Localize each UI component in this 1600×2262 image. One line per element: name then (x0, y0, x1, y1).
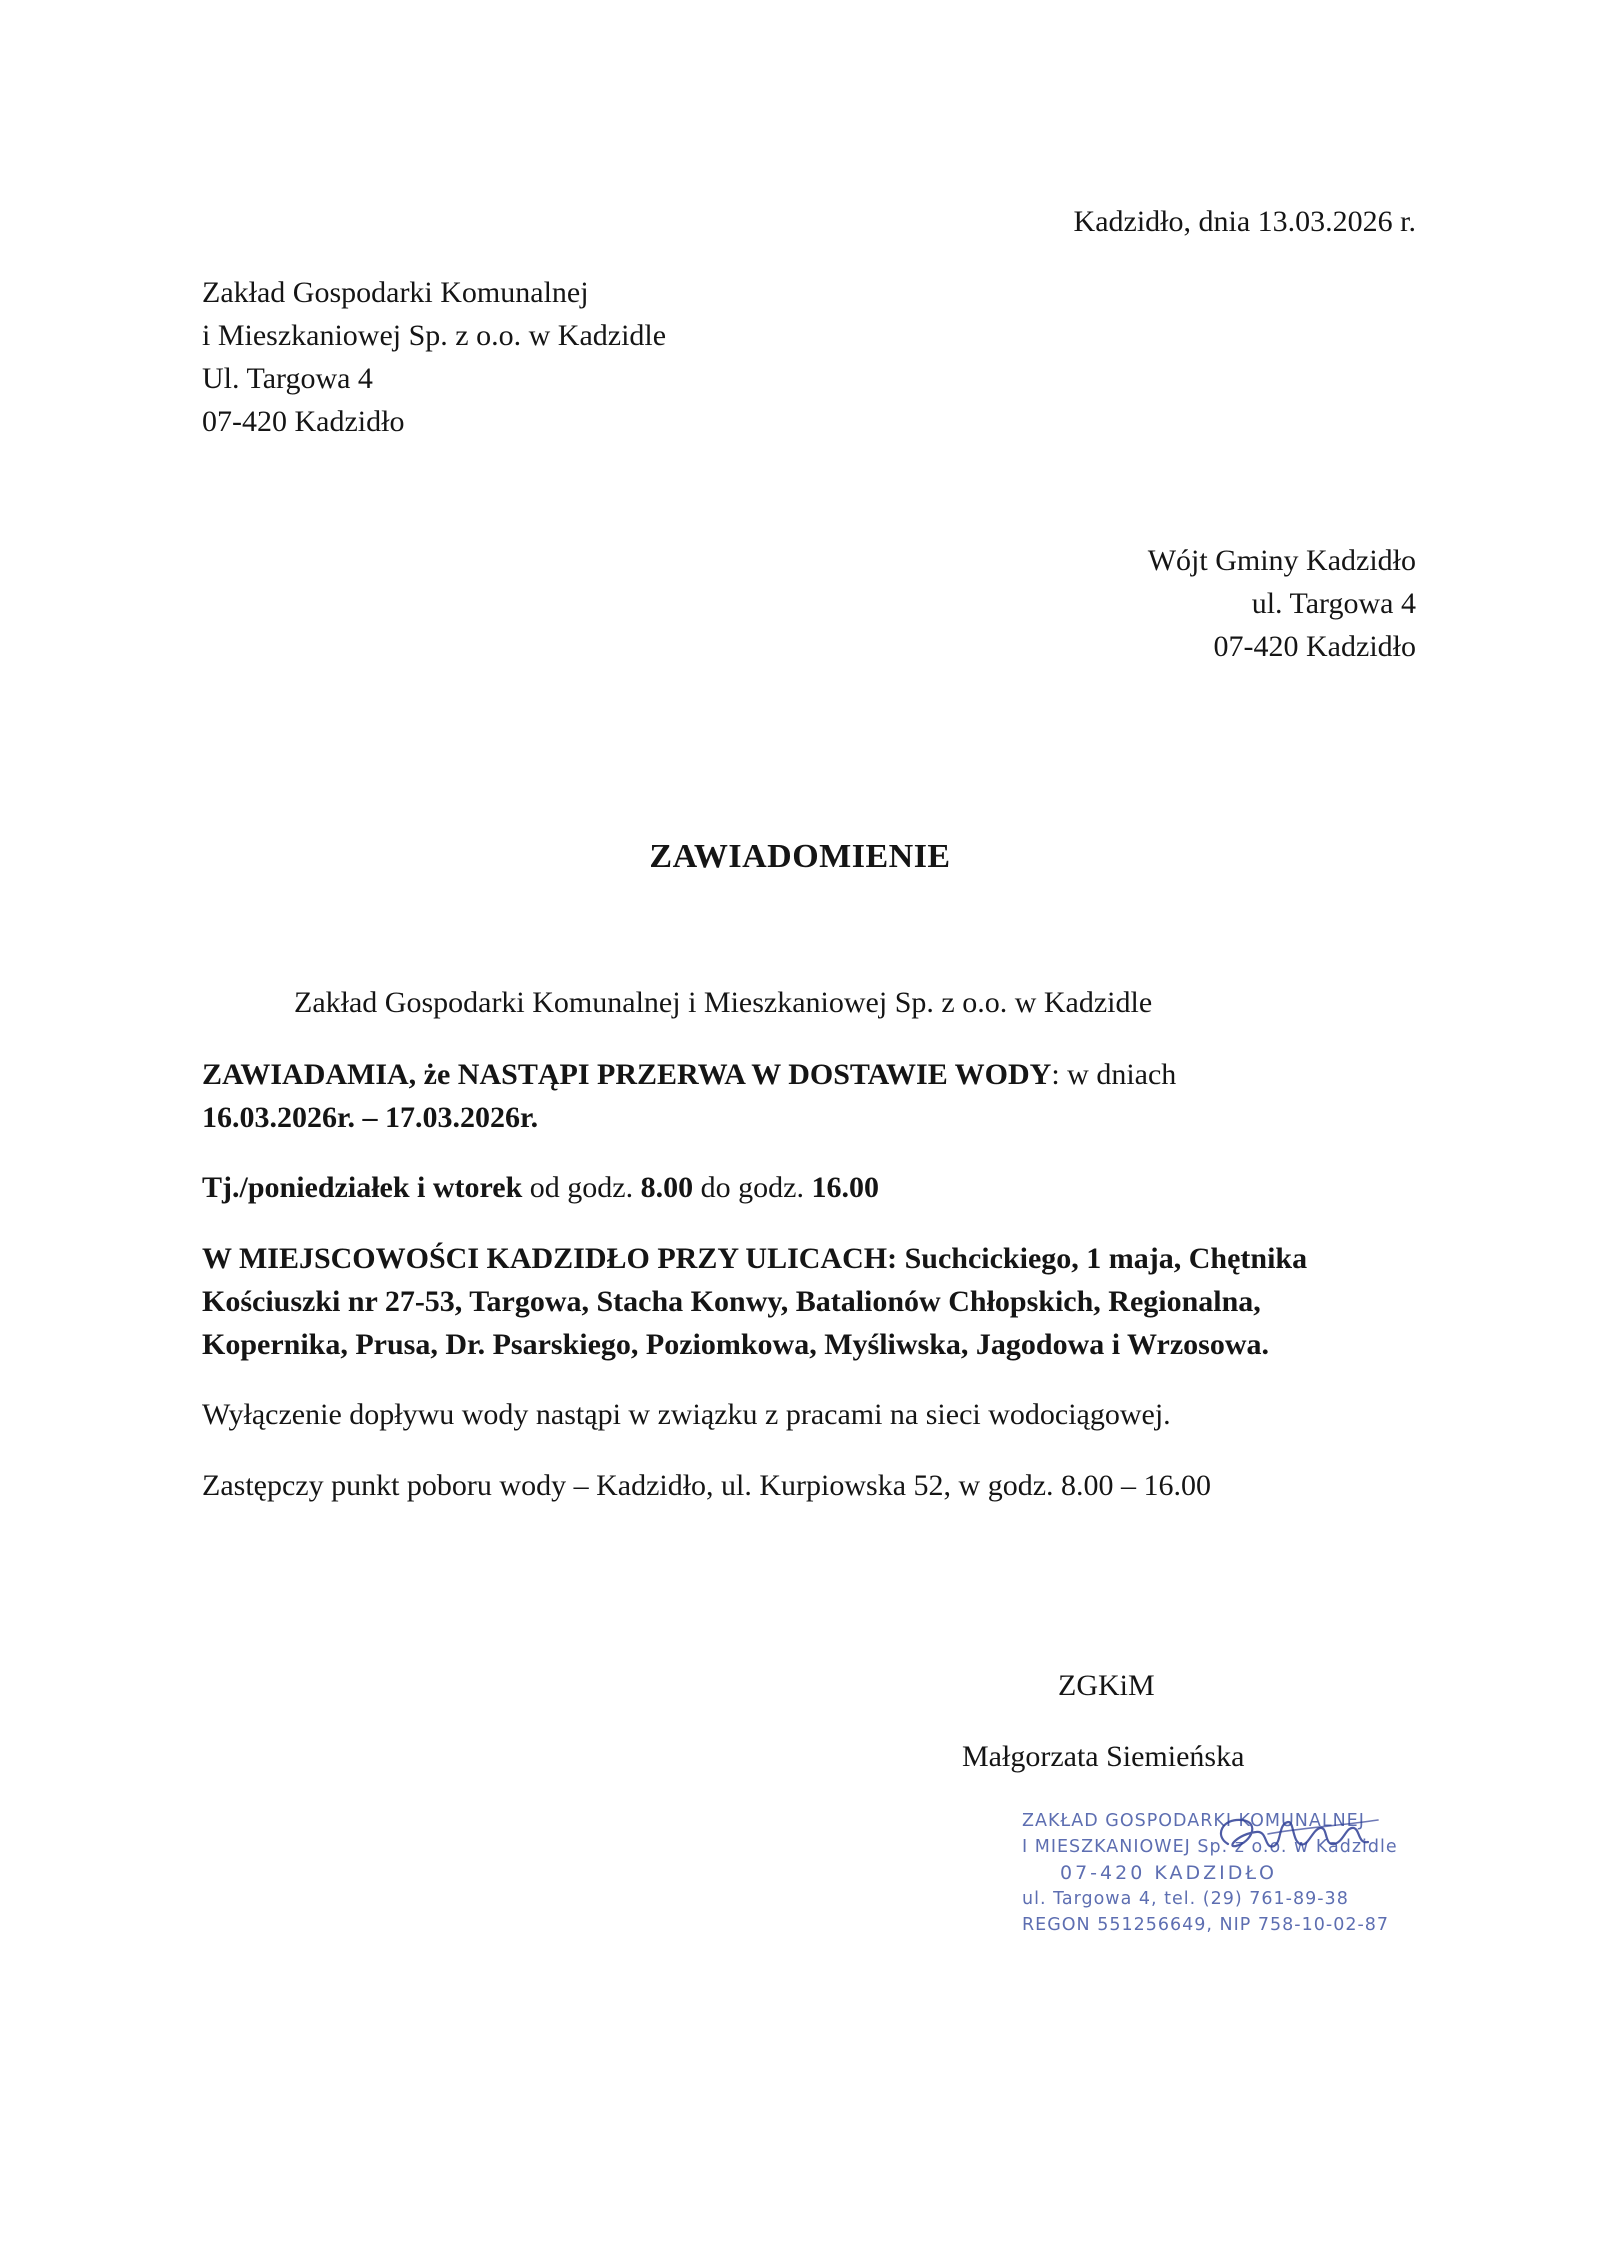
recipient-city: 07-420 Kadzidło (1213, 630, 1416, 663)
stamp-line1: ZAKŁAD GOSPODARKI KOMUNALNEJ (1022, 1811, 1365, 1831)
recipient-name: Wójt Gminy Kadzidło (1147, 544, 1416, 577)
streets-line2: Kościuszki nr 27-53, Targowa, Stacha Konwy, Batalionów Chłopskich, Regionalna, (202, 1285, 1261, 1318)
stamp-line3: 07-420 KADZIDŁO (1060, 1862, 1277, 1884)
streets-line3: Kopernika, Prusa, Dr. Psarskiego, Poziomkowa, Myśliwska, Jagodowa i Wrzosowa. (202, 1328, 1269, 1361)
streets-header: W MIEJSCOWOŚCI KADZIDŁO PRZY ULICACH: (202, 1242, 898, 1275)
sender-name-line1: Zakład Gospodarki Komunalnej (202, 276, 589, 309)
schedule-line (202, 1166, 879, 1209)
intro-line: Zakład Gospodarki Komunalnej i Mieszkaniowej Sp. z o.o. w Kadzidle (294, 986, 1153, 1019)
schedule-from-word: od godz. (529, 1171, 634, 1204)
notice-line (202, 1053, 1176, 1096)
sender-city: 07-420 Kadzidło (202, 405, 405, 438)
notice-rest: : w dniach (1051, 1058, 1177, 1091)
stamp-line2: I MIESZKANIOWEJ Sp. z o.o. w Kadzidle (1022, 1837, 1398, 1857)
notice-dates: 16.03.2026r. – 17.03.2026r. (202, 1101, 539, 1134)
alternative-line: Zastępczy punkt poboru wody – Kadzidło, ul. Kurpiowska 52, w godz. 8.00 – 16.00 (202, 1469, 1212, 1502)
sender-name-line2: i Mieszkaniowej Sp. z o.o. w Kadzidle (202, 319, 667, 352)
streets-first: Suchcickiego, 1 maja, Chętnika (904, 1242, 1308, 1275)
date-line: Kadzidło, dnia 13.03.2026 r. (1073, 205, 1416, 238)
stamp-line5: REGON 551256649, NIP 758-10-02-87 (1022, 1915, 1390, 1935)
handwritten-signature (1208, 1806, 1388, 1866)
notice-bold: ZAWIADAMIA, że NASTĄPI PRZERWA W DOSTAWIE WODY (202, 1058, 1052, 1091)
schedule-to-word: do godz. (700, 1171, 804, 1204)
schedule-days: Tj./poniedziałek i wtorek (202, 1171, 523, 1204)
signoff-org: ZGKiM (1058, 1669, 1155, 1702)
recipient-street: ul. Targowa 4 (1251, 587, 1416, 620)
document-title: ZAWIADOMIENIE (649, 838, 951, 875)
sender-street: Ul. Targowa 4 (202, 362, 373, 395)
reason-line: Wyłączenie dopływu wody nastąpi w związku z pracami na sieci wodociągowej. (202, 1398, 1171, 1431)
streets-line1 (202, 1237, 1307, 1280)
stamp-line4: ul. Targowa 4, tel. (29) 761-89-38 (1022, 1889, 1349, 1909)
signoff-name: Małgorzata Siemieńska (962, 1740, 1245, 1773)
schedule-time-from: 8.00 (640, 1171, 694, 1204)
schedule-time-to: 16.00 (811, 1171, 879, 1204)
